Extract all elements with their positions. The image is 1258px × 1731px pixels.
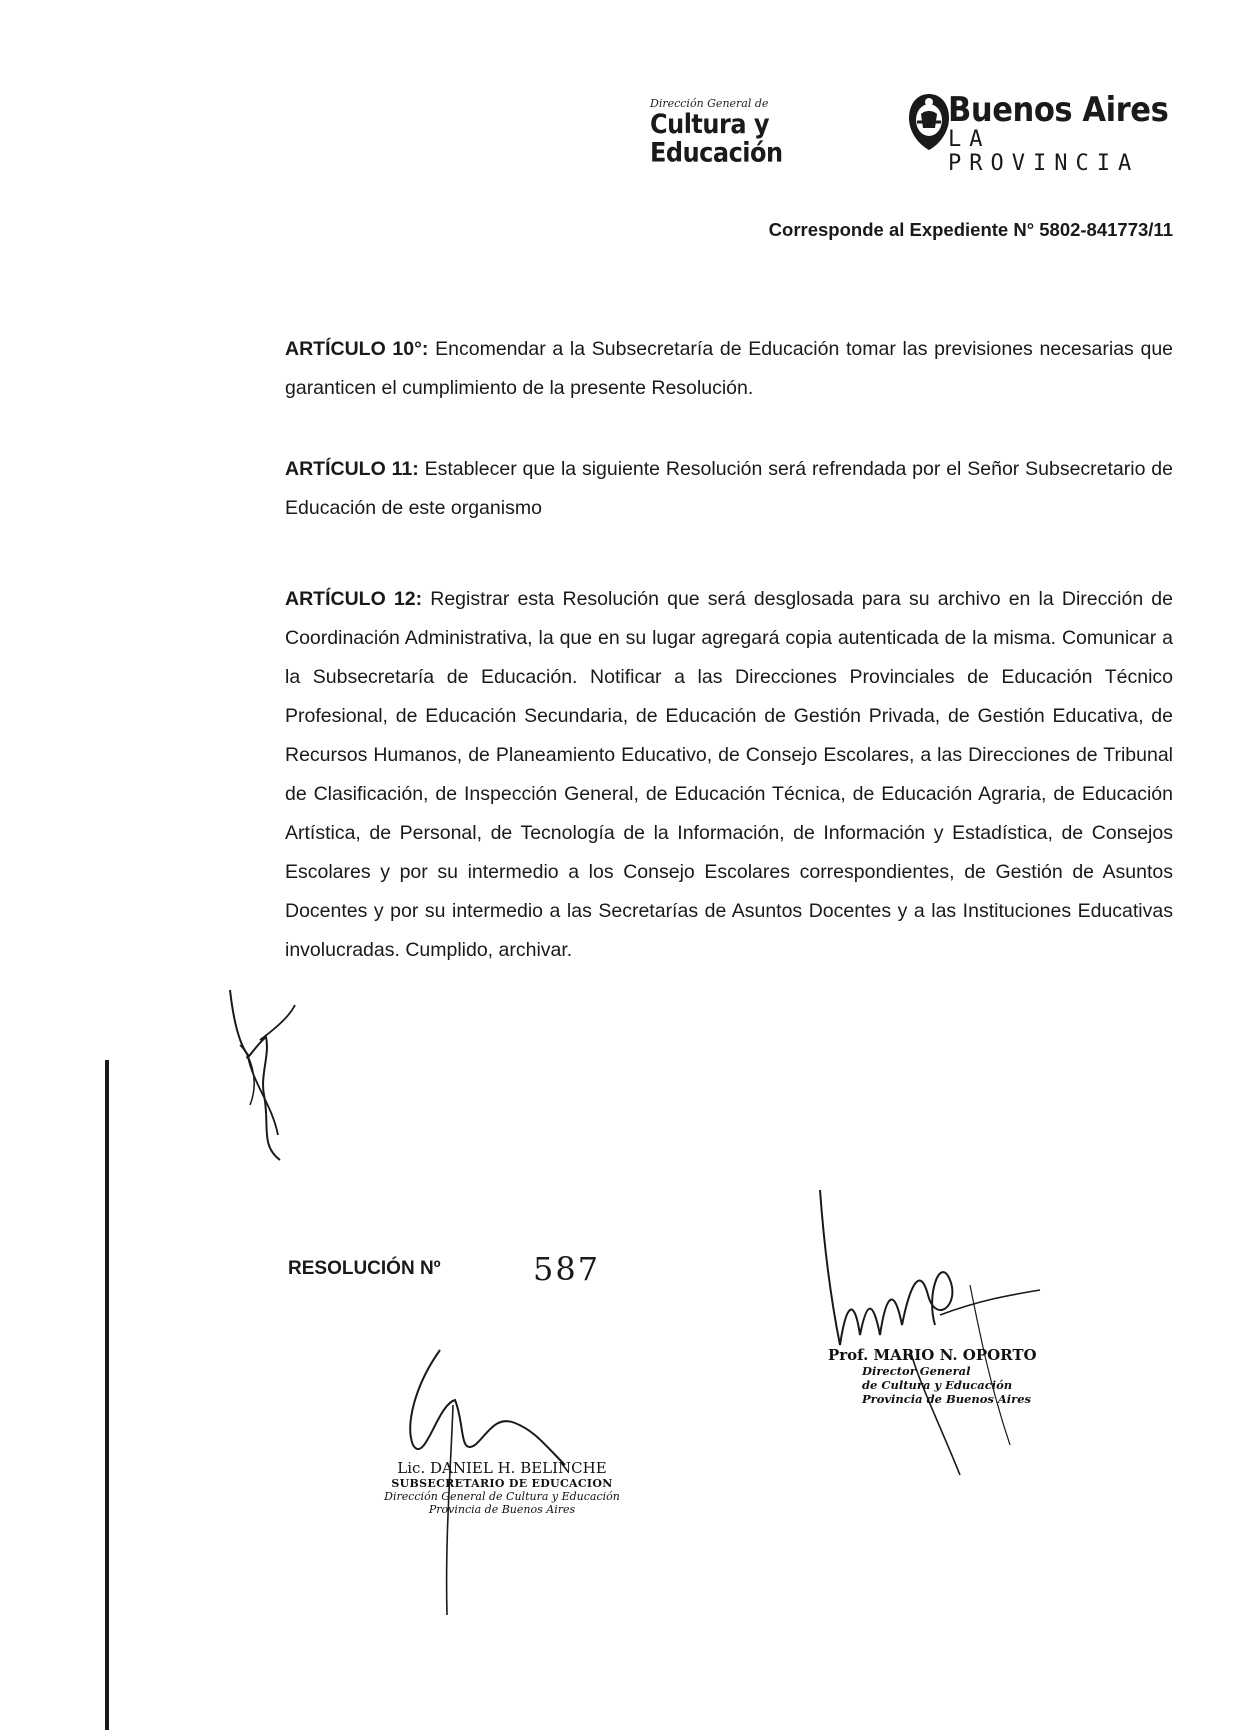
province-name: Buenos Aires bbox=[948, 90, 1169, 130]
signatory-line: Provincia de Buenos Aires bbox=[862, 1392, 1032, 1406]
article-11 bbox=[285, 450, 1173, 528]
article-text: Encomendar a la Subsecretaría de Educación tomar las previsiones necesarias que garanticen el cumplimiento de la presente Resolución. bbox=[285, 338, 1174, 399]
initials-signature bbox=[220, 985, 310, 1165]
article-label: ARTÍCULO 12: bbox=[285, 588, 423, 610]
logo-small-text: Dirección General de bbox=[650, 97, 769, 110]
signatory-line: Provincia de Buenos Aires bbox=[428, 1503, 576, 1516]
signatory-name: Lic. DANIEL H. BELINCHE bbox=[397, 1459, 607, 1477]
article-label: ARTÍCULO 10°: bbox=[285, 338, 429, 360]
signatory-name: Prof. MARIO N. OPORTO bbox=[828, 1346, 1037, 1364]
expediente-reference: Corresponde al Expediente N° 5802-841773/11 bbox=[768, 219, 1173, 240]
province-subtitle: LA PROVINCIA bbox=[948, 127, 1140, 176]
province-logo bbox=[948, 92, 1198, 176]
signatory-line: Dirección General de Cultura y Educación bbox=[384, 1490, 620, 1503]
provincial-coat-of-arms-icon bbox=[905, 92, 953, 152]
binding-margin-line bbox=[105, 1060, 109, 1730]
oporto-signature bbox=[810, 1185, 1110, 1485]
signatory-line: de Cultura y Educación bbox=[862, 1378, 1013, 1392]
article-10 bbox=[285, 330, 1173, 408]
resolucion-number: 587 bbox=[533, 1250, 601, 1288]
logo-big-text: Cultura y Educación bbox=[650, 108, 783, 169]
article-text: Registrar esta Resolución que será desglosada para su archivo en la Dirección de Coordinación Administrativa, la que en su lugar agregará copia autenticada de la misma. Comunicar a la Subsecretaría de Educación. Notificar a las Direcciones Provinciales de Educación Técnico Profesional, de Educación Secundaria, de Educación de Gestión Privada, de Gestión Educativa, de Recursos Humanos, de Planeamiento Educativo, de Consejo Escolares, a las Direcciones de Tribunal de Clasificación, de Inspección General, de Educación Técnica, de Educación Agraria, de Educación Artística, de Personal, de Tecnología de la Información, de Información y Estadística, de Consejos Escolares y por su intermedio a los Consejo Escolares correspondientes, de Gestión de Asuntos Docentes y por su intermedio a las Secretarías de Asuntos Docentes y a las Instituciones Educativas involucradas. Cumplido, archivar. bbox=[285, 588, 1173, 961]
article-label: ARTÍCULO 11: bbox=[285, 458, 419, 480]
belinche-stamp bbox=[382, 1459, 622, 1516]
signatory-line: Director General bbox=[862, 1364, 971, 1378]
signatory-title: SUBSECRETARIO DE EDUCACION bbox=[391, 1477, 613, 1490]
resolucion-label: RESOLUCIÓN Nº bbox=[288, 1258, 441, 1279]
article-12 bbox=[285, 580, 1173, 970]
oporto-stamp bbox=[828, 1346, 1058, 1406]
article-text: Establecer que la siguiente Resolución será refrendada por el Señor Subsecretario de Educación de este organismo bbox=[285, 458, 1173, 519]
dgce-logo bbox=[650, 97, 885, 169]
